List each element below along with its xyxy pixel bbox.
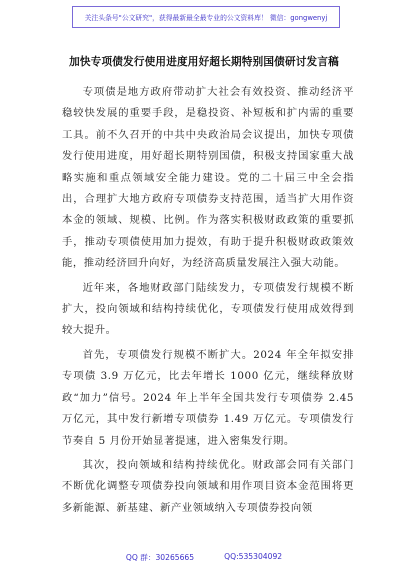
footer — [0, 552, 408, 576]
footer-qq: QQ:535304092 — [224, 552, 283, 561]
paragraph: 首先，专项债发行规模不断扩大。2024 年全年拟安排专项债 3.9 万亿元，比去年增长 1000 亿元，继续释放财政“加力”信号。2024 年上半年全国共发行专项债券 2.45 万亿元，其中发行新增专项债券 1.49 万亿元。专项债发行节奏自 5 月份开始显著提速，进入密集发行期。 — [62, 348, 354, 447]
paragraph: 其次，投向领域和结构持续优化。财政部会同有关部门不断优化调整专项债券投向领域和用作项目资本金范围将更多新能源、新基建、新产业领域纳入专项债券投向领 — [62, 458, 354, 514]
footer-qq-group: QQ 群：30265665 — [125, 553, 195, 562]
paragraph: 近年来，各地财政部门陆续发力，专项债发行规模不断扩大，投向领域和结构持续优化，专项债发行使用成效得到较大提升。 — [62, 281, 354, 337]
paragraph: 专项债是地方政府带动扩大社会有效投资、推动经济平稳较快发展的重要手段，是稳投资、补短板和扩内需的重要工具。前不久召开的中共中央政治局会议提出，加快专项债发行使用进度，用好超长期特别国债，积极支持国家重大战略实施和重点领域安全能力建设。党的二十届三中全会指出，合理扩大地方政府专项债券支持范围，适当扩大用作资本金的领域、规模、比例。作为落实积极财政政策的重要抓手，推动专项债使用加力提效，有助于提升积极财政政策效能，推动经济回升向好，为经济高质量发展注入强大动能。 — [62, 86, 354, 270]
document-title: 加快专项债发行使用进度用好超长期特别国债研讨发言稿 — [69, 56, 339, 68]
header-banner: 关注头条号"公文研究"，获得最新最全最专业的公文资料库！ 微信：gongwenyj — [72, 6, 340, 28]
document-body — [62, 82, 354, 522]
